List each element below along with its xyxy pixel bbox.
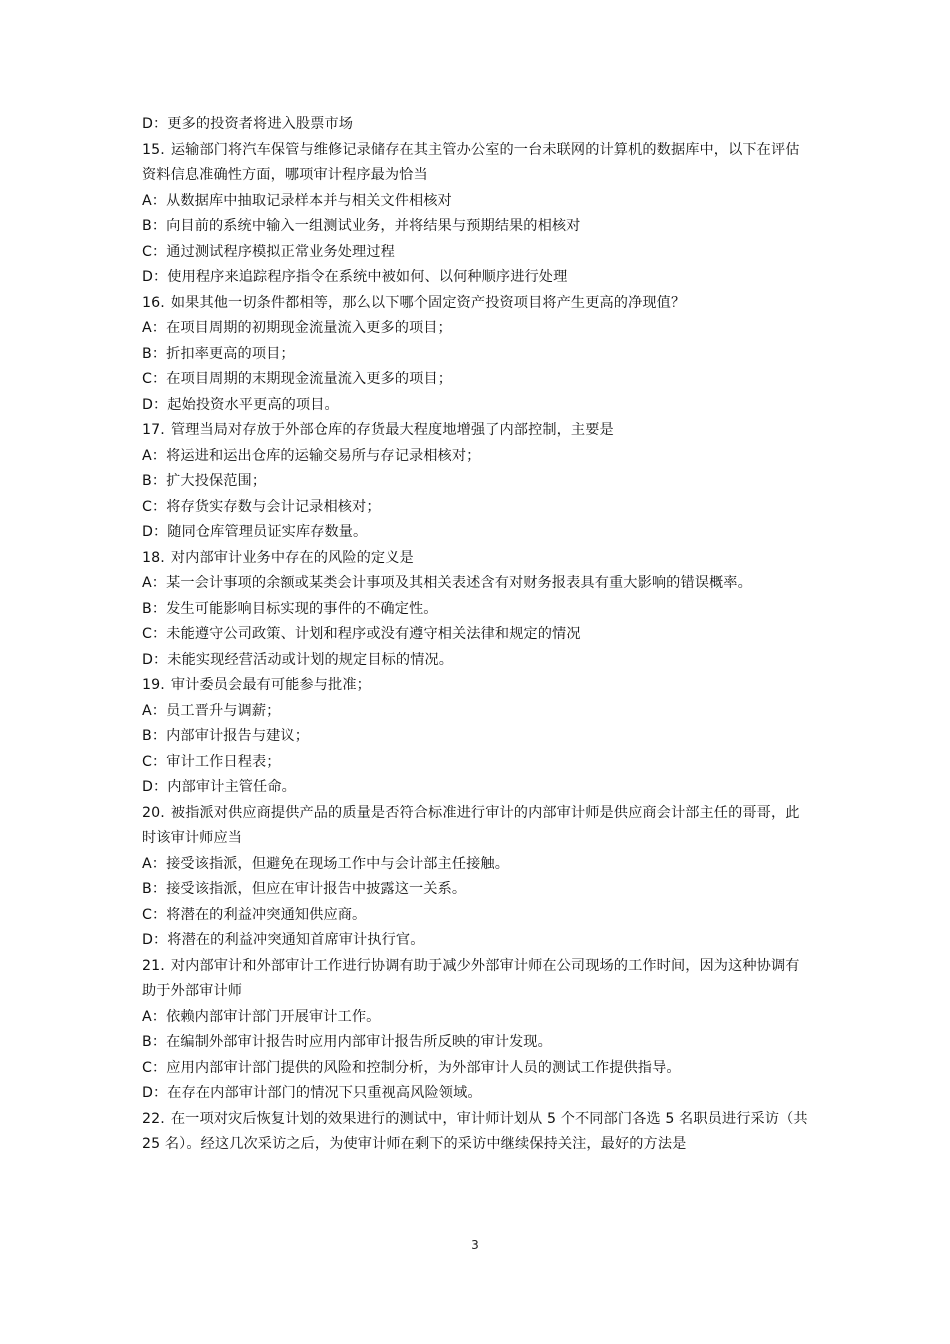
question-text: 运输部门将汽车保管与维修记录储存在其主管办公室的一台未联网的计算机的数据库中，以下在评估资料信息准确性方面，哪项审计程序最为恰当 — [142, 141, 800, 183]
answer-option: A：将运进和运出仓库的运输交易所与存记录相核对； — [142, 447, 481, 464]
answer-option: C：应用内部审计部门提供的风险和控制分析，为外部审计人员的测试工作提供指导。 — [142, 1059, 681, 1076]
question-text: 被指派对供应商提供产品的质量是否符合标准进行审计的内部审计师是供应商会计部主任的哥哥，此时该审计师应当 — [142, 804, 800, 846]
question-number: 15. — [142, 141, 165, 158]
answer-option: A：某一会计事项的余额或某类会计事项及其相关表述含有对财务报表具有重大影响的错误概率。 — [142, 575, 752, 591]
question-stem — [142, 1107, 810, 1158]
answer-option: A：从数据库中抽取记录样本并与相关文件相核对 — [142, 192, 452, 209]
question-number: 21. — [142, 957, 165, 974]
answer-option: D：内部审计主管任命。 — [142, 779, 296, 795]
question-stem — [142, 954, 810, 1005]
answer-option: B：在编制外部审计报告时应用内部审计报告所反映的审计发现。 — [142, 1034, 552, 1050]
question-text: 对内部审计和外部审计工作进行协调有助于减少外部审计师在公司现场的工作时间，因为这种协调有助于外部审计师 — [142, 957, 800, 999]
question-number: 20. — [142, 804, 165, 821]
question-list — [142, 112, 810, 1158]
question-text: 管理当局对存放于外部仓库的存货最大程度地增强了内部控制，主要是 — [170, 422, 614, 438]
question-number: 22. — [142, 1110, 165, 1127]
answer-option: C：将潜在的利益冲突通知供应商。 — [142, 906, 367, 923]
answer-option: B：内部审计报告与建议； — [142, 728, 309, 744]
question-number: 16. — [142, 294, 165, 311]
question-stem — [142, 138, 810, 189]
question-text: 在一项对灾后恢复计划的效果进行的测试中，审计师计划从 5 个不同部门各选 5 名职员进行采访（共 25 名）。经这几次采访之后，为使审计师在剩下的采访中继续保持关注，最好的方法是 — [142, 1110, 808, 1152]
answer-option: B：接受该指派，但应在审计报告中披露这一关系。 — [142, 881, 467, 897]
question-text: 审计委员会最有可能参与批准； — [170, 677, 371, 693]
answer-option: A：接受该指派，但避免在现场工作中与会计部主任接触。 — [142, 855, 509, 872]
question-stem — [142, 291, 810, 317]
question-stem — [142, 418, 810, 444]
page-number: 3 — [471, 1238, 479, 1252]
answer-option: D：将潜在的利益冲突通知首席审计执行官。 — [142, 932, 425, 948]
answer-option: D：在存在内部审计部门的情况下只重视高风险领域。 — [142, 1085, 482, 1101]
answer-option: D：未能实现经营活动或计划的规定目标的情况。 — [142, 651, 454, 668]
answer-option: C：在项目周期的末期现金流量流入更多的项目； — [142, 371, 453, 387]
answer-option: C：通过测试程序模拟正常业务处理过程 — [142, 243, 395, 260]
question-stem — [142, 546, 810, 572]
answer-option: A：在项目周期的初期现金流量流入更多的项目； — [142, 320, 452, 336]
answer-option: B：扩大投保范围； — [142, 473, 267, 489]
answer-option: C：将存货实存数与会计记录相核对； — [142, 498, 381, 515]
question-text: 对内部审计业务中存在的风险的定义是 — [170, 549, 414, 566]
question-number: 18. — [142, 549, 165, 566]
answer-option: B：向目前的系统中输入一组测试业务，并将结果与预期结果的相核对 — [142, 218, 581, 234]
answer-option: B：发生可能影响目标实现的事件的不确定性。 — [142, 600, 438, 617]
question-stem — [142, 801, 810, 852]
answer-option: A：员工晋升与调薪； — [142, 702, 281, 719]
question-text: 如果其他一切条件都相等，那么以下哪个固定资产投资项目将产生更高的净现值？ — [170, 294, 686, 311]
answer-option: C：未能遵守公司政策、计划和程序或没有遵守相关法律和规定的情况 — [142, 626, 581, 642]
answer-option: D：使用程序来追踪程序指令在系统中被如何、以何种顺序进行处理 — [142, 269, 568, 285]
question-number: 17. — [142, 422, 165, 438]
question-stem — [142, 673, 810, 699]
answer-option: D：更多的投资者将进入股票市场 — [142, 116, 354, 132]
answer-option: B：折扣率更高的项目； — [142, 345, 295, 362]
question-number: 19. — [142, 677, 165, 693]
answer-option: C：审计工作日程表； — [142, 753, 281, 770]
answer-option: D：随同仓库管理员证实库存数量。 — [142, 524, 368, 540]
answer-option: D：起始投资水平更高的项目。 — [142, 396, 339, 413]
answer-option: A：依赖内部审计部门开展审计工作。 — [142, 1008, 381, 1025]
